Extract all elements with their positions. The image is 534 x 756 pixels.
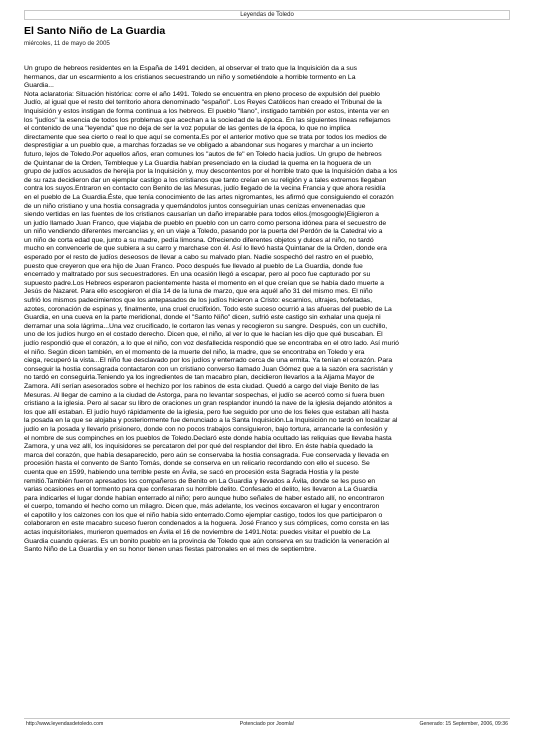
article-body — [24, 65, 510, 555]
site-header — [24, 10, 510, 20]
site-name: Leyendas de Toledo — [240, 12, 294, 18]
page-footer — [24, 718, 510, 729]
footer-generated-date: Generado: 15 September, 2006, 09:36 — [419, 721, 508, 727]
article-date: miércoles, 11 de mayo de 2005 — [24, 40, 110, 47]
article-title: El Santo Niño de La Guardia — [24, 25, 166, 37]
article-text: Un grupo de hebreos residentes en la España de 1491 deciden, al observar el trato que la Inquisición da a sus hermanos, dar un escarmiento a los cristianos secuestrando un niño y sometiéndole a horrible tormento en La Guardia... Nota aclaratoria: Situación histórica: corre el año 1491. Toledo se encuentra en pleno proceso de expulsión del pueblo Judío, al igual que el resto del territorio ahora denominado "español". Los Reyes Católicos han creado el Tribunal de la Inquisición y estos instigan de forma continua a los hebreos. El pueblo "llano", instigado también por estos, intenta ver en los "judíos" la esencia de todos los problemas que acechan a la sociedad de la época. En las siguientes líneas reflejamos el contenido de una "leyenda" que no deja de ser la voz popular de las gentes de la época, lo que no implica directamente que sea cierto o real lo que aquí se comenta.Es por el anterior motivo que se trata por todos los medios de desprestigiar a un pueblo que, a marchas forzadas se ve obligado a abandonar sus hogares y marchar a un incierto futuro, lejos de Toledo.Por aquellos años, eran comunes los "autos de fe" en Toledo hacia judíos. Un grupo de hebreos de Quintanar de la Orden, Tembleque y La Guardia habían presenciado en la ciudad la quema en la hoguera de un grupo de judíos acusados de herejía por la Inquisición y, muy descontentos por el horrible trato que la Inquisición daba a los de su raza decidieron dar un ejemplar castigo a los cristianos que tanto creían en su religión y a tales extremos llegaban contra los suyos.Entraron en contacto con Benito de las Mesuras, judío llegado de la vecina Francia y que ahora residía en el pueblo de La Guardia.Éste, que tenía conocimiento de las artes nigromantes, les afirmó que consiguiendo el corazón de un niño cristiano y una hostia consagrada y quemándolos juntos conseguirían unas cenizas envenenadas que siendo vertidas en las fuentes de los cristianos causarían un daño irreparable para todos ellos.{mosgoogle}Eligieron a un judío llamado Juan Franco, que viajaba de pueblo en pueblo con un carro como persona idónea para el secuestro de un niño vendiendo diferentes mercancías y, en un viaje a Toledo, pasando por la puerta del Perdón de la Catedral vio a un niño de corta edad que, junto a su madre, pedía limosna. Ofreciendo diferentes objetos y dulces al niño, no tardó mucho en convencerle de que subiera a su carro y marchase con él. Así lo llevó hasta Quintanar de la Orden, donde era esperado por el resto de judíos deseosos de llevar a cabo su malvado plan. Nadie sospechó del rastro en el pueblo, puesto que creyeron que era hijo de Juan Franco. Poco después fue llevado al pueblo de La Guardia, donde fue encerrado y maltratado por sus secuestradores. En una ocasión llegó a escapar, pero al poco fue capturado por su supuesto padre.Los Hebreos esperaron pacientemente hasta el momento en el que creían que se había dado muerte a Jesús de Nazaret. Para ello escogieron el día 14 de la luna de marzo, que era aquél año 31 del mismo mes. El niño sufrió los mismos padecimientos que los antepasados de los judíos hicieron a Cristo: escarnios, ultrajes, bofetadas, azotes, coronación de espinas y, finalmente, una cruel crucifixión. Todo este suceso ocurrió a las afueras del pueblo de La Guardia, en una cueva en la parte meridional, donde el "Santo Niño" dicen, sufrió este castigo sin exhalar una queja ni derramar una sola lágrima...Una vez crucificado, le cortaron las venas y recogieron su sangre. Después, con un cuchillo, uno de los judíos hurgo en el costado derecho. Dicen que, el niño, al ver lo que le hacían les dijo que qué buscaban. El judío respondió que el corazón, a lo que el niño, con voz desfallecida respondió que se encontraba en el otro lado. Así murió el niño. Según dicen también, en el momento de la muerte del niño, la madre, que se encontraba en Toledo y era ciega, recuperó la vista...El niño fue desclavado por los judíos y enterrado cerca de una ermita. Ya tenían el corazón. Para conseguir la hostia consagrada contactaron con un cristiano converso llamado Juan Gómez que a la sazón era sacristán y no tardó en conseguirla.Teniendo ya los ingredientes de tan macabro plan, decidieron llevarlos a la Aljama Mayor de Zamora. Allí serían asesorados sobre el hechizo por los rabinos de esta ciudad. Quedó a cargo del viaje Benito de las Mesuras. Al llegar de camino a la ciudad de Astorga, para no levantar sospechas, el judío se acercó como si fuera buen cristiano a la iglesia. Pero al sacar su libro de oraciones un gran resplandor inundó la nave de la iglesia dejando atónitos a los que allí estaban. El judío huyó rápidamente de la iglesia, pero fue seguido por uno de los fieles que estaban allí hasta la posada en la que se alojaba y posteriormente fue denunciado a la Santa Inquisición.La Inquisición no tardó en localizar al judío en la posada y llevarlo prisionero, donde con no pocos trabajos consiguieron, bajo tortura, arrancarle la confesión y el nombre de sus compinches en los pueblos de Toledo.Declaró este donde había ocultado las reliquias que llevaba hasta Zamora, y una vez allí, los inquisidores se percataron del por qué del resplandor del libro. En éste había quedado la marca del corazón, que había desaparecido, pero aún se conservaba la hostia consagrada. Fue conservada y llevada en procesión hasta el convento de Santo Tomás, donde se conserva en un relicario recordando con ello el suceso. Se cuenta que en 1599, habiendo una terrible peste en Ávila, se sacó en procesión esta Sagrada Hostia y la peste remitió.También fueron apresados los compañeros de Benito en La Guardia y llevados a Ávila, donde se les puso en varias ocasiones en el tormento para que confesaran su horrible delito. Confesado el delito, les llevaron a La Guardia para indicarles el lugar donde habían enterrado al niño; pero aunque hubo señales de haber estado allí, no encontraron el cuerpo, tomando el hecho como un milagro. Dicen que, más adelante, los vecinos excavaron el lugar y encontraron el capotillo y los calzones con los que el niño había sido enterrado.Como ejemplar castigo, todos los que participaron o colaboraron en este macabro suceso fueron condenados a la hoguera. José Franco y sus cómplices, como consta en las actas inquisitoriales, murieron quemados en Ávila el 16 de noviembre de 1491.Nota: puedes visitar el pueblo de La Guardia cuando quieras. Es un bonito pueblo en la provincia de Toledo que aún conserva en su tradición la veneración al Santo Niño de La Guardia y en su honor tienen unas fiestas patronales en el mes de septiembre. — [24, 65, 399, 554]
footer-powered-by: Potenciado por Joomla! — [239, 721, 295, 727]
footer-url[interactable]: http://www.leyendasdetoledo.com — [26, 721, 104, 727]
